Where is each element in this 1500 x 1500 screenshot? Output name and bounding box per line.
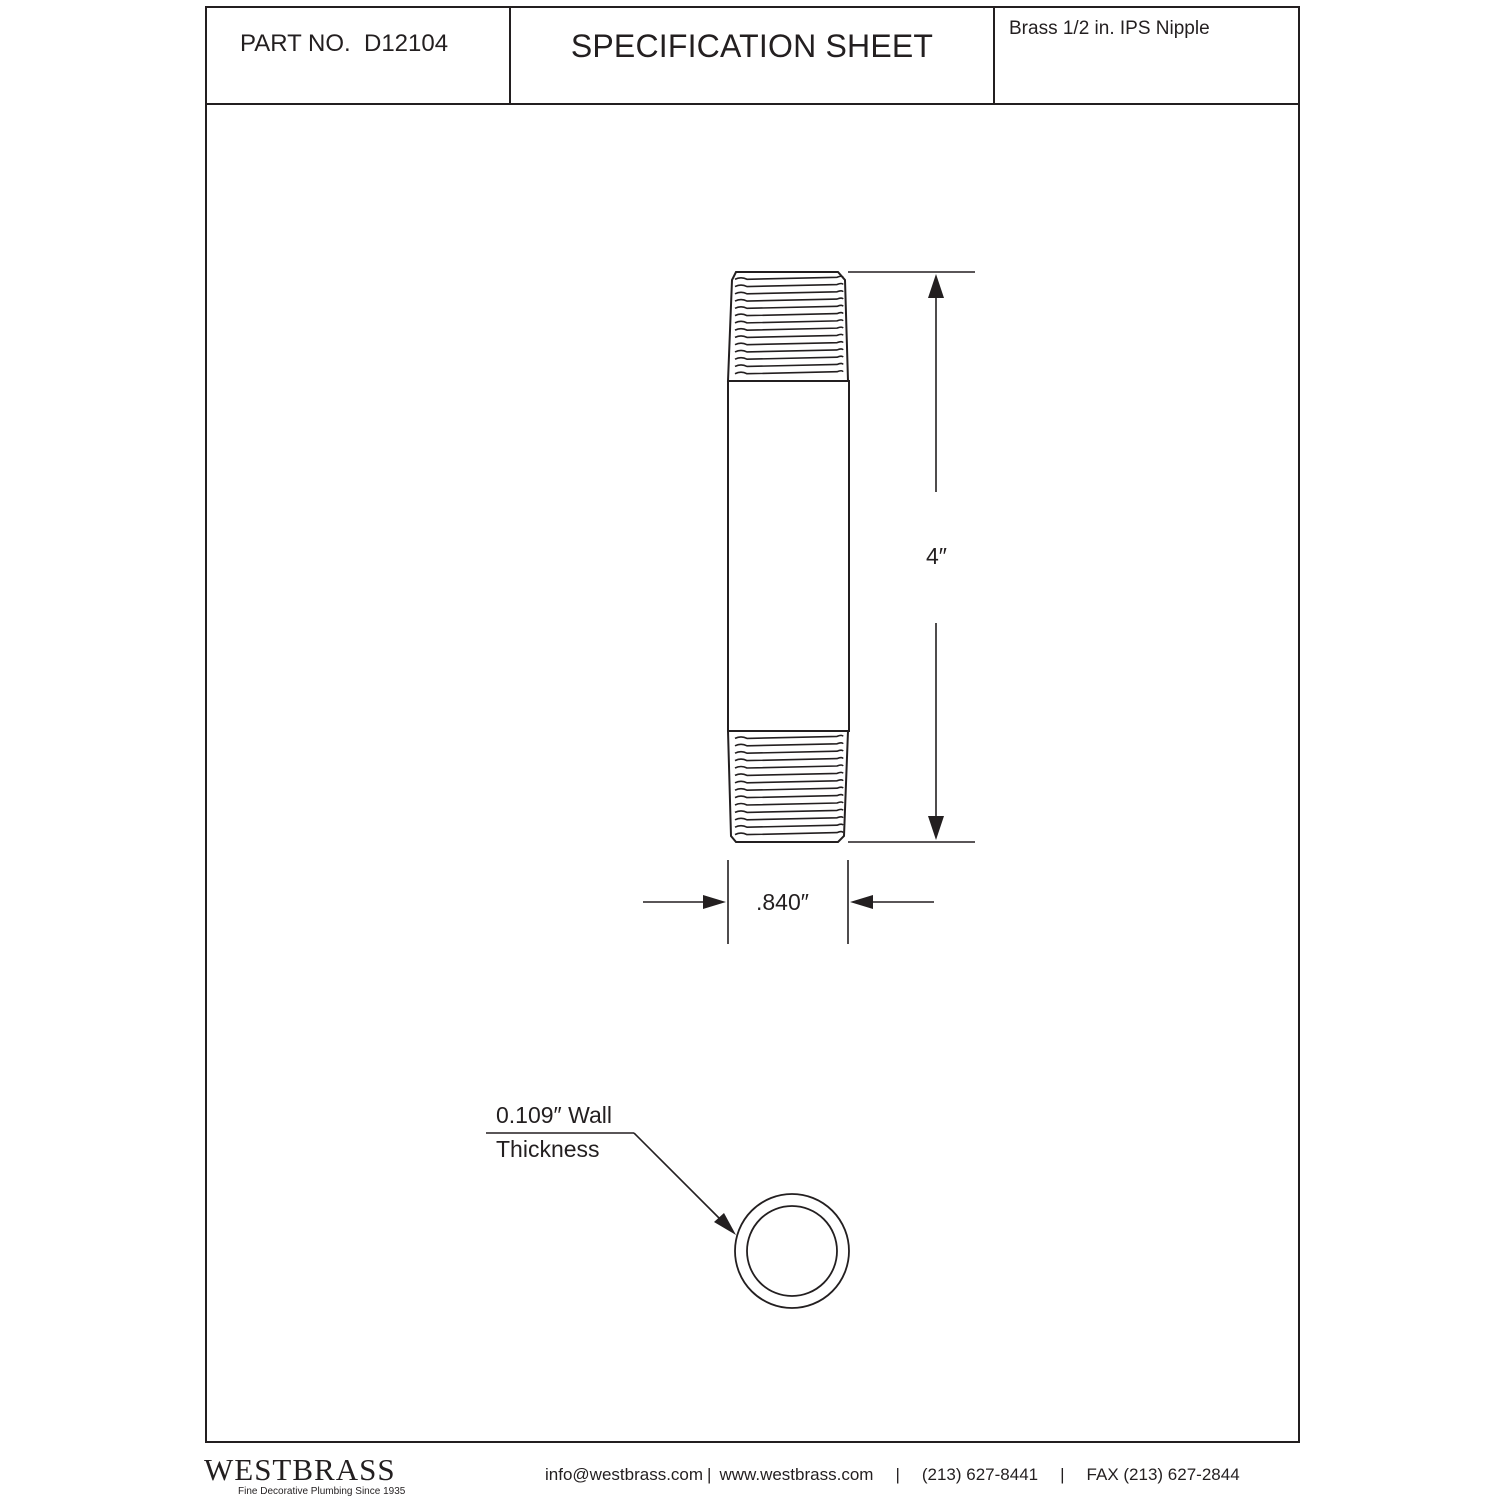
thread-line	[735, 765, 843, 768]
thread-line	[735, 809, 843, 812]
thread-line	[735, 832, 843, 835]
thread-line	[735, 320, 843, 323]
diameter-dimension-label: .840″	[756, 889, 809, 915]
thread-line	[735, 750, 843, 753]
page-title: SPECIFICATION SHEET	[570, 28, 934, 64]
thread-line	[735, 772, 843, 775]
part-number-value: D12104	[364, 30, 449, 57]
thread-line	[735, 305, 843, 308]
thread-line	[735, 817, 843, 820]
length-dimension-label: 4″	[926, 543, 947, 569]
thread-line	[735, 743, 843, 746]
thread-line	[735, 284, 843, 287]
nipple-body	[728, 381, 849, 731]
thread-line	[735, 758, 843, 761]
thread-line	[735, 802, 843, 805]
separator: |	[1060, 1465, 1065, 1484]
arrow-down-icon	[928, 816, 944, 840]
inner-diameter-circle	[747, 1206, 837, 1296]
thread-line	[735, 298, 843, 301]
part-number-label: PART NO.	[240, 30, 351, 57]
thread-line	[735, 327, 843, 330]
outer-diameter-circle	[735, 1194, 849, 1308]
brand-tagline: Fine Decorative Plumbing Since 1935	[238, 1486, 406, 1497]
thread-line	[735, 291, 843, 294]
thread-line	[735, 349, 843, 352]
arrow-up-icon	[928, 274, 944, 298]
thread-line	[735, 787, 843, 790]
thread-line	[735, 356, 843, 359]
product-description: Brass 1/2 in. IPS Nipple	[1009, 18, 1210, 39]
length-dimension	[848, 272, 975, 842]
separator: |	[707, 1465, 712, 1484]
wall-thickness-label-line2: Thickness	[496, 1136, 600, 1162]
thread-line	[735, 371, 843, 374]
thread-line	[735, 795, 843, 798]
arrow-right-icon	[703, 895, 726, 909]
top-threads	[728, 272, 848, 381]
thread-line	[735, 276, 843, 279]
leader-diagonal	[634, 1133, 728, 1227]
thread-line	[735, 363, 843, 366]
nipple-side-view	[728, 272, 849, 842]
separator: |	[895, 1465, 900, 1484]
wall-thickness-label-line1: 0.109″ Wall	[496, 1102, 612, 1128]
thread-line	[735, 735, 843, 738]
footer-contact	[545, 1465, 1240, 1485]
brand-logo: WESTBRASS	[204, 1452, 396, 1487]
thread-line	[735, 334, 843, 337]
arrow-left-icon	[850, 895, 873, 909]
thread-line	[735, 313, 843, 316]
contact-email[interactable]: info@westbrass.com	[545, 1465, 704, 1484]
thread-line	[735, 780, 843, 783]
contact-website[interactable]: www.westbrass.com	[719, 1465, 874, 1484]
thread-line	[735, 342, 843, 345]
bottom-threads	[728, 731, 848, 842]
nipple-end-view	[735, 1194, 849, 1308]
contact-fax: FAX (213) 627-2844	[1086, 1465, 1240, 1484]
thread-line	[735, 824, 843, 827]
contact-phone: (213) 627-8441	[921, 1465, 1039, 1484]
